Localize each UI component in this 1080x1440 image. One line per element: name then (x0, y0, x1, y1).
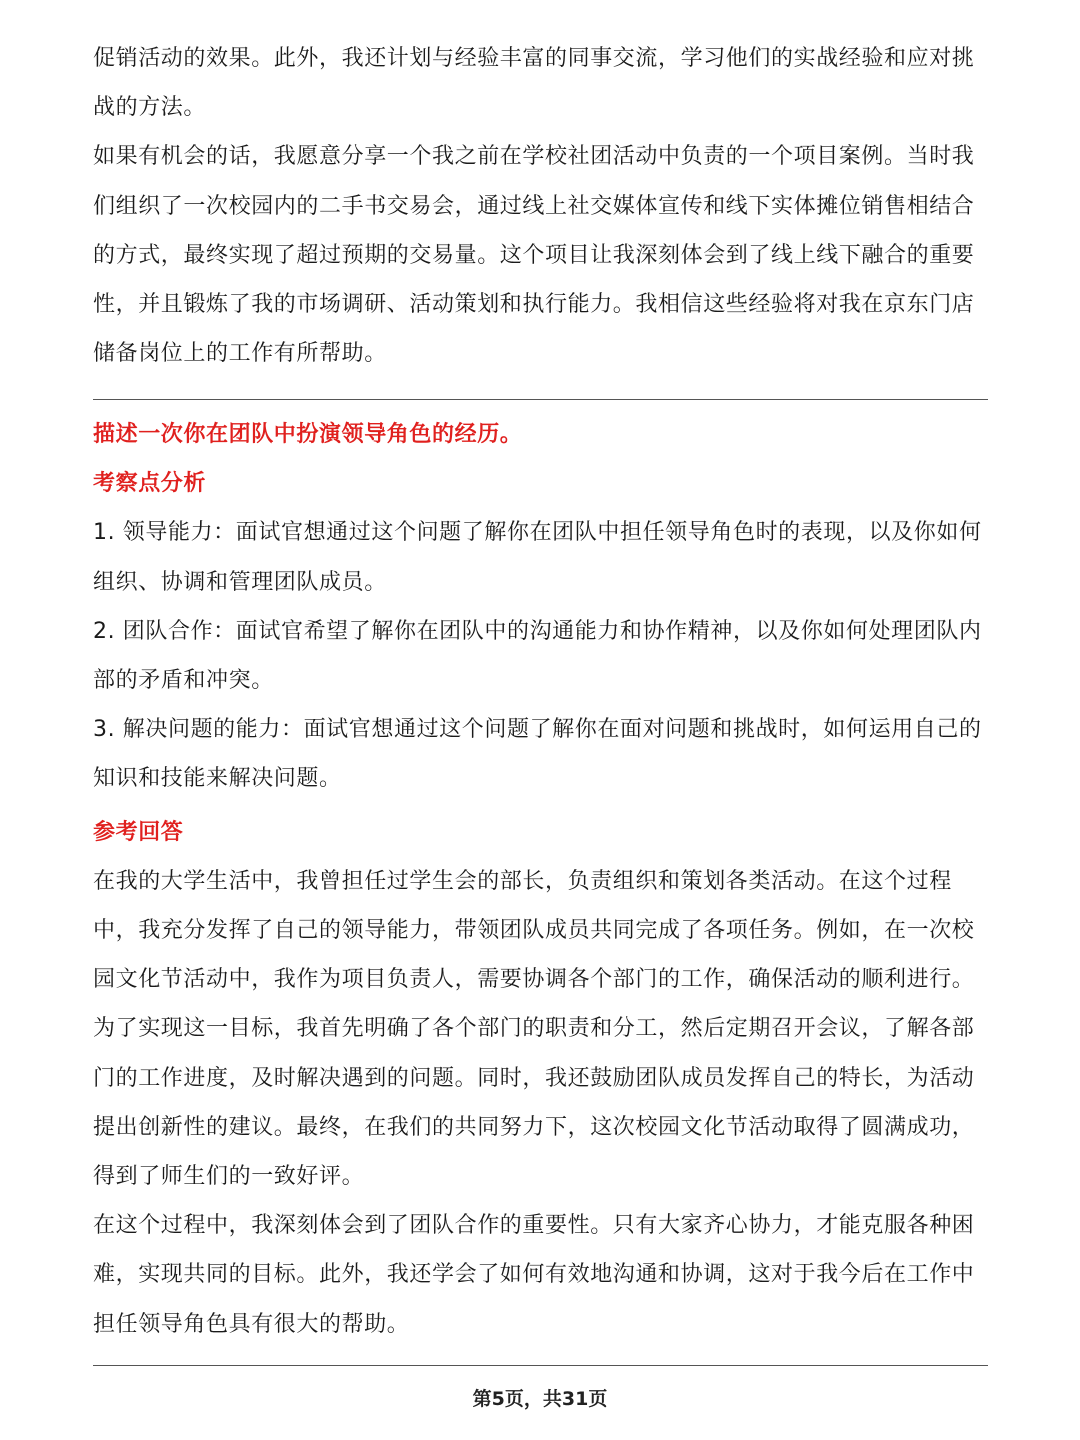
analysis-item-3: 3. 解决问题的能力：面试官想通过这个问题了解你在面对问题和挑战时，如何运用自己的知识和技能来解决问题。 (93, 717, 982, 792)
intro-paragraph-2: 如果有机会的话，我愿意分享一个我之前在学校社团活动中负责的一个项目案例。当时我们组织了一次校园内的二手书交易会，通过线上社交媒体宣传和线下实体摊位销售相结合的方式，最终实现了超过预期的交易量。这个项目让我深刻体会到了线上线下融合的重要性，并且锻炼了我的市场调研、活动策划和执行能力。我相信这些经验将对我在京东门店储备岗位上的工作有所帮助。 (93, 144, 975, 367)
intro-paragraph-1: 促销活动的效果。此外，我还计划与经验丰富的同事交流，学习他们的实战经验和应对挑战的方法。 (93, 46, 975, 121)
analysis-heading: 考察点分析 (93, 471, 207, 497)
question-section (93, 410, 988, 1349)
answer-paragraph-2: 在这个过程中，我深刻体会到了团队合作的重要性。只有大家齐心协力，才能克服各种困难，实现共同的目标。此外，我还学会了如何有效地沟通和协调，这对于我今后在工作中担任领导角色具有很大的帮助。 (93, 1213, 975, 1337)
question-title: 描述一次你在团队中扮演领导角色的经历。 (93, 422, 523, 447)
answer-paragraph-1: 在我的大学生活中，我曾担任过学生会的部长，负责组织和策划各类活动。在这个过程中，我充分发挥了自己的领导能力，带领团队成员共同完成了各项任务。例如，在一次校园文化节活动中，我作为项目负责人，需要协调各个部门的工作，确保活动的顺利进行。为了实现这一目标，我首先明确了各个部门的职责和分工，然后定期召开会议，了解各部门的工作进度，及时解决遇到的问题。同时，我还鼓励团队成员发挥自己的特长，为活动提出创新性的建议。最终，在我们的共同努力下，这次校园文化节活动取得了圆满成功，得到了师生们的一致好评。 (93, 868, 975, 1190)
page-number: 第5页，共31页 (472, 1388, 608, 1410)
answer-heading: 参考回答 (93, 819, 184, 845)
analysis-item-1: 1. 领导能力：面试官想通过这个问题了解你在团队中担任领导角色时的表现，以及你如何组织、协调和管理团队成员。 (93, 520, 982, 595)
analysis-item-2: 2. 团队合作：面试官希望了解你在团队中的沟通能力和协作精神，以及你如何处理团队内部的矛盾和冲突。 (93, 618, 982, 694)
section-divider-top (93, 399, 988, 400)
intro-section (93, 0, 988, 378)
section-divider-bottom (93, 1365, 988, 1366)
